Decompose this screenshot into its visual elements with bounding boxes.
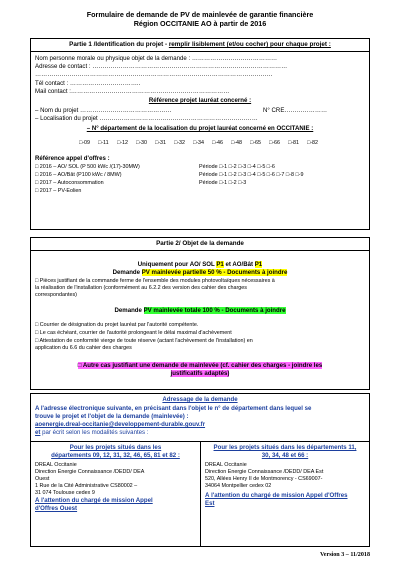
version-footer: Version 3 – 11/2018 (319, 552, 370, 558)
nom-projet-field[interactable]: – Nom du projet ……………………………………… (35, 107, 172, 114)
department-checkboxes (79, 140, 369, 149)
dept-checkbox-46[interactable]: □-46 (212, 140, 224, 146)
dept-checkbox-82[interactable]: □-82 (307, 140, 319, 146)
right-col-attention-1: À l'attention du chargé de mission Appel d'Offres (205, 492, 348, 499)
totale-item-designation[interactable]: □ Courrier de désignation du projet lauréat par l'autorité compétente. (35, 322, 199, 328)
right-col-line-4: 34064 Montpellier cedex 02 (205, 483, 272, 489)
totale-item-attestation-cont: application du 6.6 du cahier des charges (35, 345, 132, 351)
dept-checkbox-30[interactable]: □-30 (136, 140, 148, 146)
dept-checkbox-48[interactable]: □-48 (231, 140, 243, 146)
dept-checkbox-12[interactable]: □-12 (117, 140, 129, 146)
mail-field[interactable]: Mail contact :…………………………………………………………………… (35, 88, 230, 95)
demande-partielle-line: Demande PV mainlevée partielle 50 % - Documents à joindre (112, 269, 288, 276)
dreal-email-link[interactable]: aoenergie.dreal-occitanie@developpement-durable.gouv.fr (35, 421, 206, 428)
partielle-item-line-1[interactable]: □ Pièces justifiant de la commande ferme de l'ensemble des modules photovoltaïques nécessaires à (35, 278, 275, 284)
ao-option-pv-eolien[interactable]: □ 2017 – PV-Eolien (35, 188, 82, 194)
uniquement-line: Uniquement pour AO/ SOL P1 et AO/Bât P1 (137, 261, 263, 268)
part1-section (30, 38, 370, 230)
right-col-head-1: Pour les projets situés dans les départements 11, (213, 444, 357, 451)
right-col-attention-2: Est (205, 500, 215, 507)
autre-cas-option[interactable]: □ Autre cas justifiant une demande de mainlevée (cf. cahier des charges - joindre les (77, 362, 323, 369)
localisation-field[interactable]: – Localisation du projet …………………………………………………………………… (35, 115, 258, 122)
address-line-1: A l'adresse électronique suivante, en précisant dans l'objet le n° de département dans lequel se (35, 405, 312, 412)
address-line-2: trouve le projet et l'objet de la demande (mainlevée) : (35, 413, 189, 420)
dept-checkbox-34[interactable]: □-34 (193, 140, 205, 146)
part1-header: Partie 1 /Identification du projet - remplir lisiblement (et/ou cocher) pour chaque projet : (31, 39, 369, 52)
demande-totale-line: Demande PV mainlevée totale 100 % - Documents à joindre (114, 307, 286, 314)
dept-checkbox-66[interactable]: □-66 (269, 140, 281, 146)
left-col-attention-1: À l'attention du chargé de mission Appel (35, 497, 153, 504)
right-col-line-1: DREAL Occitanie (205, 462, 247, 468)
left-col-head-2: départements 09, 12, 31, 32, 46, 65, 81 et 82 : (51, 452, 180, 459)
ao-option-autoconsommation[interactable]: □ 2017 – Autoconsommation (35, 180, 104, 186)
left-col-line-4: 1 Rue de la Cité Administrative CS80002 – (35, 483, 138, 489)
title-line-2: Région OCCITANIE AO à partir de 2016 (133, 19, 267, 28)
left-col-line-2: Direction Énergie Connaissance /DEDD/ DEA (35, 469, 145, 475)
nom-field[interactable]: Nom personne morale ou physique objet de la demande : …………………………………… (35, 55, 278, 62)
left-col-line-5: 31 074 Toulouse cedex 9 (35, 490, 95, 496)
adresse-field[interactable]: Adresse de contact : …………………………………………………………………………………… (35, 63, 288, 70)
tel-field[interactable]: Tél contact : …………………………….. (35, 80, 141, 87)
ao-periods-bat[interactable]: Période □-1 □-2 □-3 □-4 □-5 □-6 □-7 □-8 □-9 (199, 172, 304, 178)
left-col-line-3: Ouest (35, 476, 50, 482)
autre-cas-option-cont: justificatifs adaptés) (170, 370, 230, 377)
right-col-line-3: 520, Allées Henry II de Montmorency - CS69007- (205, 476, 323, 482)
ao-periods-sol[interactable]: Période □-1 □-2 □-3 □-4 □-5 □-6 (199, 164, 275, 170)
ao-periods-autoconsommation[interactable]: Période □-1 □-2 □-3 (199, 180, 247, 186)
dept-checkbox-32[interactable]: □-32 (174, 140, 186, 146)
title-line-1: Formulaire de demande de PV de mainlevée de garantie financière (86, 10, 314, 19)
right-col-head-2: 30, 34, 48 et 66 : (261, 452, 309, 459)
left-col-attention-2: d'Offres Ouest (35, 505, 78, 512)
dept-checkbox-11[interactable]: □-11 (98, 140, 109, 146)
left-col-line-1: DREAL Occitanie (35, 462, 77, 468)
dept-checkbox-09[interactable]: □-09 (79, 140, 91, 146)
part2-section (30, 237, 370, 390)
ao-option-bat[interactable]: □ 2016 – AO/Bât (P100 kWc / 8MW) (35, 172, 122, 178)
department-heading: – N° département de la localisation du projet lauréat concerné en OCCITANIE : (86, 125, 314, 132)
form-title (30, 10, 370, 28)
address-line-3: et par écrit selon les modalités suivantes : (35, 429, 149, 436)
ao-option-sol[interactable]: □ 2016 – AO/ SOL (P 500 kWc /(17)-30MW) (35, 164, 140, 170)
dept-checkbox-65[interactable]: □-65 (250, 140, 262, 146)
address-heading: Adressage de la demande (162, 396, 238, 403)
partielle-item-line-2: la réalisation de l'installation (conformément au 6.2.2 des version des cahier des charges (35, 285, 247, 291)
partielle-item-line-3: correspondantes) (35, 292, 77, 298)
totale-item-prolongation[interactable]: □ Le cas échéant, courrier de l'autorité prolongeant le délai maximal d'achèvement (35, 330, 232, 336)
address-section (30, 393, 370, 547)
reference-heading: Référence projet lauréat concerné : (148, 97, 252, 104)
dept-checkbox-31[interactable]: □-31 (155, 140, 167, 146)
appel-offres-heading: Référence appel d'offres : (35, 155, 110, 162)
left-col-head-1: Pour les projets situés dans les (69, 444, 162, 451)
dept-checkbox-81[interactable]: □-81 (288, 140, 300, 146)
part2-header: Partie 2/ Objet de la demande (31, 238, 369, 251)
n-cre-field[interactable]: N° CRE………………… (263, 107, 328, 114)
right-col-line-2: Direction Énergie Connaissance /DEDD/ DEA Est (205, 469, 324, 475)
totale-item-attestation[interactable]: □ Attestation de conformité vierge de toute réserve (actant l'achèvement de l'installation) en (35, 338, 253, 344)
adresse-dots-line[interactable]: ……………………………………………………………………………………………………… (35, 71, 273, 78)
